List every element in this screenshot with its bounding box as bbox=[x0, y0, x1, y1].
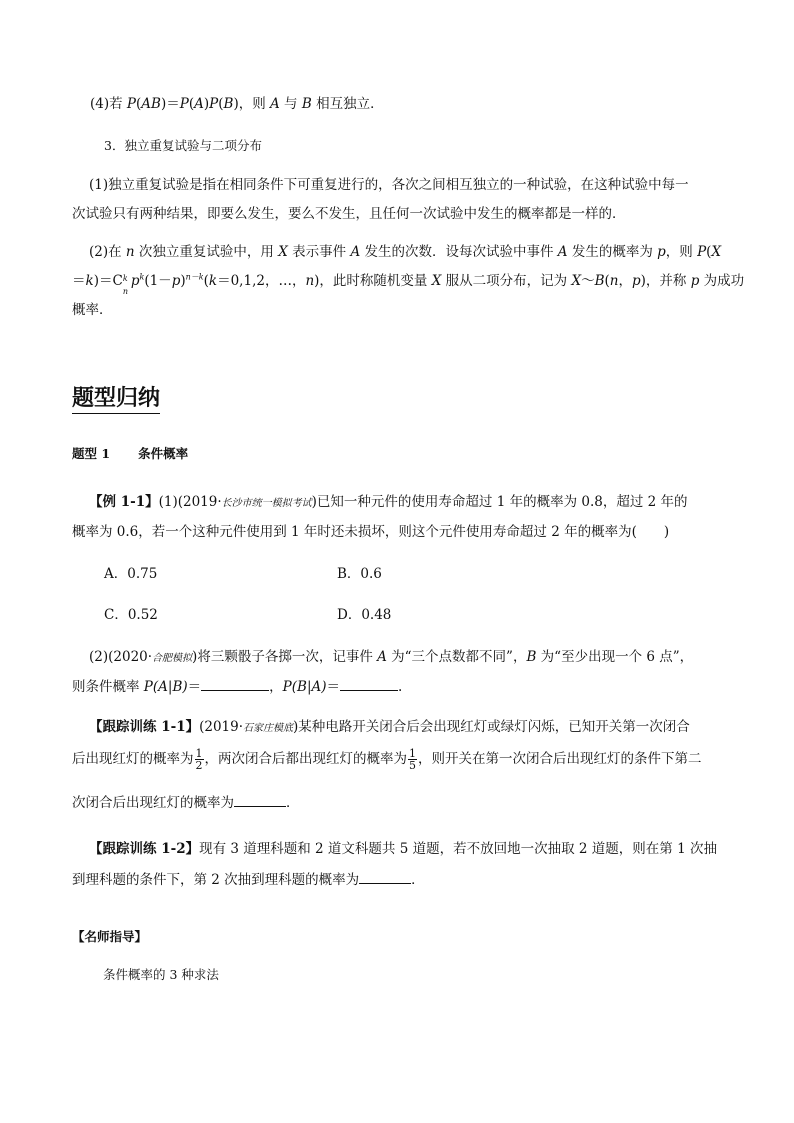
track-1-1-line-3: 次闭合后出现红灯的概率为 ． bbox=[72, 792, 300, 813]
example-1-line-1: 【例 1-1】(1)(2019·长沙市统一模拟考试)已知一种元件的使用寿命超过 1 年的概率为 0.8，超过 2 年的 bbox=[89, 494, 688, 510]
paragraph-1-line-2: 次试验只有两种结果，即要么发生，要么不发生，且任何一次试验中发生的概率都是一样的． bbox=[72, 206, 626, 222]
track-1-2-line-2: 到理科题的条件下，第 2 次抽到理科题的概率为 ． bbox=[72, 869, 425, 890]
option-b: B．0.6 bbox=[337, 566, 382, 582]
option-d: D．0.48 bbox=[337, 607, 392, 623]
answer-blank[interactable] bbox=[359, 869, 411, 884]
example-1-line-2: 概率为 0.6，若一个这种元件使用到 1 年时还未损坏，则这个元件使用寿命超过 2 年的概率为( ) bbox=[72, 524, 670, 540]
fraction-one-fifth: $\frac{1}{5}$ bbox=[409, 747, 416, 772]
teacher-guidance-text: 条件概率的 3 种求法 bbox=[103, 967, 219, 982]
answer-blank[interactable] bbox=[340, 676, 398, 691]
option-a: A．0.75 bbox=[104, 566, 158, 582]
track-1-2-line-1: 【跟踪训练 1-2】现有 3 道理科题和 2 道文科题共 5 道题，若不放回地一次抽取 2 道题，则在第 1 次抽 bbox=[89, 841, 717, 857]
track-1-1-line-2: 后出现红灯的概率为 $\frac{1}{2}$ ，两次闭合后都出现红灯的概率为 $\frac{1}{5}$ ，则开关在第一次闭合后出现红灯的条件下第二 bbox=[72, 747, 702, 772]
section-3-title: 3．独立重复试验与二项分布 bbox=[104, 138, 262, 153]
answer-blank[interactable] bbox=[201, 676, 269, 691]
example-2-line-2: 则条件概率 P(A|B)＝ ，P(B|A)＝ . bbox=[72, 676, 402, 697]
teacher-guidance-tag: 【名师指导】 bbox=[72, 929, 148, 944]
property-4-line: (4)若 P(AB)＝P(A)P(B)，则 A 与 B 相互独立． bbox=[90, 96, 384, 112]
question-type-title: 条件概率 bbox=[138, 446, 189, 461]
answer-blank[interactable] bbox=[234, 792, 286, 807]
paragraph-2-line-1: (2)在 n 次独立重复试验中，用 X 表示事件 A 发生的次数．设每次试验中事件 A 发生的概率为 p，则 P(X bbox=[89, 244, 722, 260]
paragraph-2-line-2: ＝k)＝C k n $p^k(1-p)^{n-k}(k=0,1,2$，…，n)，此时称随机变量 X 服从二项分布，记为 X～B(n，p)，并称 p 为成功 bbox=[72, 272, 745, 296]
question-type-label: 题型 1 bbox=[72, 446, 111, 461]
track-1-1-line-1: 【跟踪训练 1-1】(2019·石家庄模底)某种电路开关闭合后会出现红灯或绿灯闪烁，已知开关第一次闭合 bbox=[89, 719, 690, 735]
paragraph-1-line-1: (1)独立重复试验是指在相同条件下可重复进行的，各次之间相互独立的一种试验，在这种试验中每一 bbox=[89, 177, 689, 193]
fraction-one-half: $\frac{1}{2}$ bbox=[195, 747, 203, 772]
example-2-line-1: (2)(2020·合肥模拟)将三颗骰子各掷一次，记事件 A 为“三个点数都不同”，B 为“至少出现一个 6 点”， bbox=[89, 649, 694, 665]
option-c: C．0.52 bbox=[104, 607, 158, 623]
question-type-1 bbox=[72, 444, 188, 464]
section-heading: 题型归纳 bbox=[72, 384, 160, 414]
paragraph-2-line-3: 概率． bbox=[72, 302, 113, 318]
